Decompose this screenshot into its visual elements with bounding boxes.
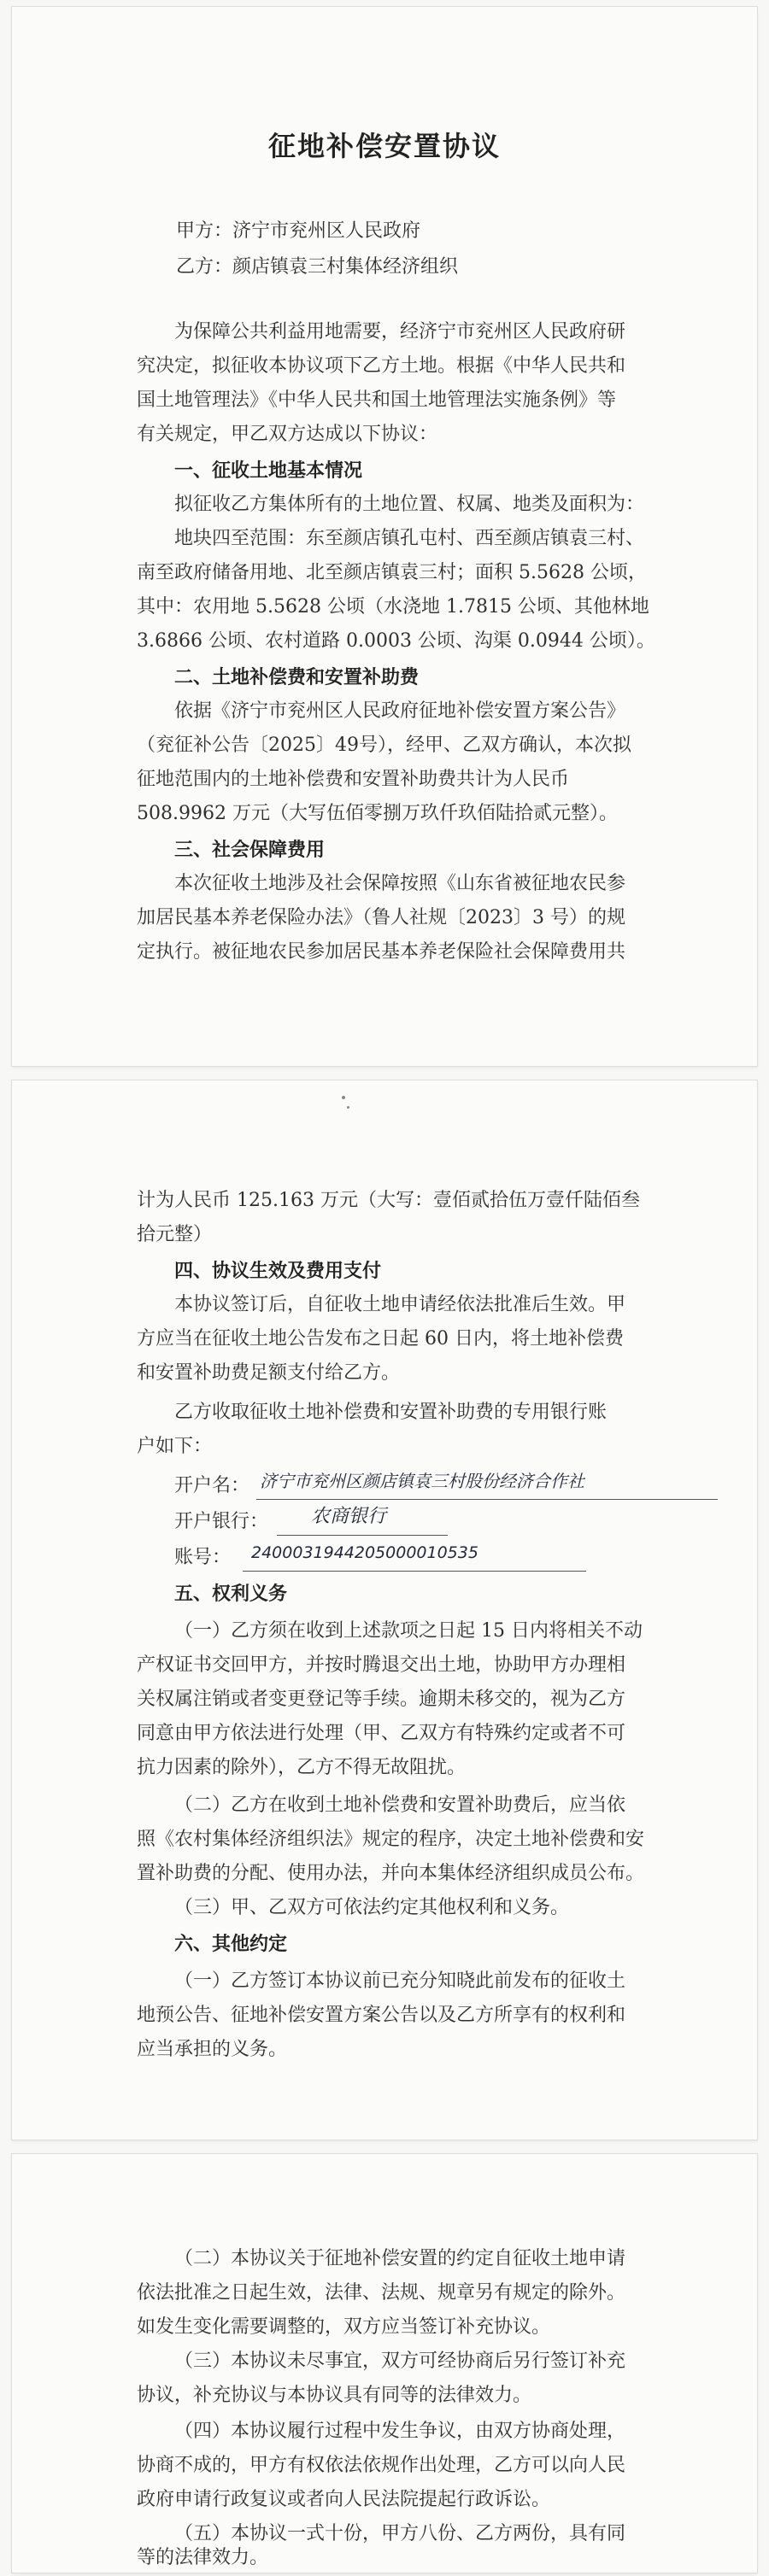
body-line: 户如下： <box>137 1436 213 1457</box>
body-line: （兖征补公告〔2025〕49号），经甲、乙双方确认，本次拟 <box>137 735 631 756</box>
body-line: 本协议签订后，自征收土地申请经依法批准后生效。甲 <box>174 1294 626 1315</box>
body-line: 3.6866 公顷、农村道路 0.0003 公顷、沟渠 0.0944 公顷）。 <box>137 630 655 652</box>
body-line: 地块四至范围：东至颜店镇孔屯村、西至颜店镇袁三村、 <box>174 528 645 549</box>
bank-account-name-label: 开户名： <box>174 1475 250 1496</box>
body-line: 拟征收乙方集体所有的土地位置、权属、地类及面积为： <box>174 494 645 515</box>
body-line: 定执行。被征地农民参加居民基本养老保险社会保障费用共 <box>137 941 626 963</box>
section-heading: 三、社会保障费用 <box>174 839 326 861</box>
body-line: 508.9962 万元（大写伍佰零捌万玖仟玖佰陆拾贰元整）。 <box>137 803 618 824</box>
document-page-1 <box>12 7 757 1066</box>
account-number-label: 账号： <box>174 1547 232 1568</box>
bank-account-name-handwritten: 济宁市兖州区颜店镇袁三村股份经济合作社 <box>260 1471 584 1491</box>
preamble-line: 有关规定，甲乙双方达成以下协议： <box>137 424 438 445</box>
body-line: 如发生变化需要调整的，双方应当签订补充协议。 <box>137 2316 551 2338</box>
underline <box>256 1499 718 1500</box>
body-line: 加居民基本养老保险办法》（鲁人社规〔2023〕3 号）的规 <box>137 907 625 928</box>
document-title: 征地补偿安置协议 <box>267 130 501 162</box>
body-line: 同意由甲方依法进行处理（甲、乙双方有特殊约定或者不可 <box>137 1723 626 1744</box>
body-line: （二）本协议关于征地补偿安置的约定自征收土地申请 <box>174 2248 626 2269</box>
body-line: 照《农村集体经济组织法》规定的程序，决定土地补偿费和安 <box>137 1829 645 1850</box>
section-heading: 五、权利义务 <box>174 1583 288 1605</box>
body-line: 征地范围内的土地补偿费和安置补助费共计为人民币 <box>137 769 570 790</box>
body-line: 依法批准之日起生效，法律、法规、规章另有规定的除外。 <box>137 2282 626 2304</box>
body-line: 等的法律效力。 <box>137 2547 269 2568</box>
body-line: 拾元整） <box>137 1224 213 1245</box>
underline <box>277 1535 448 1536</box>
section-heading: 六、其他约定 <box>174 1933 288 1955</box>
section-heading: 一、征收土地基本情况 <box>174 460 363 482</box>
body-line: 地预公告、征地补偿安置方案公告以及乙方所享有的权利和 <box>137 2005 626 2026</box>
body-line: 置补助费的分配、使用办法，并向本集体经济组织成员公布。 <box>137 1863 645 1884</box>
section-heading: 二、土地补偿费和安置补助费 <box>174 666 420 688</box>
scan-speck <box>342 1096 345 1099</box>
body-line: 本次征收土地涉及社会保障按照《山东省被征地农民参 <box>174 873 626 894</box>
document-page-2 <box>12 1080 757 2140</box>
preamble-line: 国土地管理法》《中华人民共和国土地管理法实施条例》等 <box>137 389 617 411</box>
preamble-line: 究决定，拟征收本协议项下乙方土地。根据《中华人民共和 <box>137 355 626 377</box>
scan-speck <box>347 1106 349 1109</box>
body-line: 应当承担的义务。 <box>137 2039 288 2060</box>
body-line: 政府申请行政复议或者向人民法院提起行政诉讼。 <box>137 2489 551 2510</box>
body-line: 产权证书交回甲方，并按时腾退交出土地，协助甲方办理相 <box>137 1654 626 1676</box>
preamble-line: 为保障公共利益用地需要，经济宁市兖州区人民政府研 <box>174 321 626 342</box>
body-line: 关权属注销或者变更登记等手续。逾期未移交的，视为乙方 <box>137 1689 626 1710</box>
body-line: 协商不成的，甲方有权依法依规作出处理，乙方可以向人民 <box>137 2455 626 2476</box>
body-line: （三）甲、乙双方可依法约定其他权利和义务。 <box>174 1897 570 1918</box>
bank-name-label: 开户银行： <box>174 1511 269 1532</box>
body-line: 南至政府储备用地、北至颜店镇袁三村；面积 5.5628 公顷， <box>137 562 647 583</box>
body-line: 方应当在征收土地公告发布之日起 60 日内，将土地补偿费 <box>137 1328 624 1349</box>
body-line: 乙方收取征收土地补偿费和安置补助费的专用银行账 <box>174 1402 608 1423</box>
body-line: （二）乙方在收到土地补偿费和安置补助费后，应当依 <box>174 1794 626 1816</box>
section-heading: 四、协议生效及费用支付 <box>174 1260 382 1282</box>
body-line: 依据《济宁市兖州区人民政府征地补偿安置方案公告》 <box>174 700 626 722</box>
body-line: 其中：农用地 5.5628 公顷（水浇地 1.7815 公顷、其他林地 <box>137 596 649 618</box>
body-line: （三）本协议未尽事宜，双方可经协商后另行签订补充 <box>174 2351 626 2372</box>
body-line: 协议，补充协议与本协议具有同等的法律效力。 <box>137 2385 532 2406</box>
party-b: 乙方：颜店镇袁三村集体经济组织 <box>176 256 459 278</box>
body-line: 计为人民币 125.163 万元（大写：壹佰贰拾伍万壹仟陆佰叁 <box>137 1190 640 1211</box>
body-line: （一）乙方签订本协议前已充分知晓此前发布的征收土 <box>174 1970 626 1992</box>
account-number-handwritten: 2400031944205000010535 <box>251 1543 478 1562</box>
body-line: 抗力因素的除外），乙方不得无故阻扰。 <box>137 1757 467 1778</box>
body-line: 和安置补助费足额支付给乙方。 <box>137 1362 401 1384</box>
body-line: （四）本协议履行过程中发生争议，由双方协商处理， <box>174 2421 626 2442</box>
underline <box>243 1571 586 1572</box>
body-line: （一）乙方须在收到上述款项之日起 15 日内将相关不动 <box>174 1620 643 1642</box>
party-a: 甲方：济宁市兖州区人民政府 <box>176 220 421 242</box>
body-line: （五）本协议一式十份，甲方八份、乙方两份，具有同 <box>174 2523 626 2544</box>
bank-name-handwritten: 农商银行 <box>311 1506 387 1527</box>
document-page-3 <box>12 2154 757 2573</box>
